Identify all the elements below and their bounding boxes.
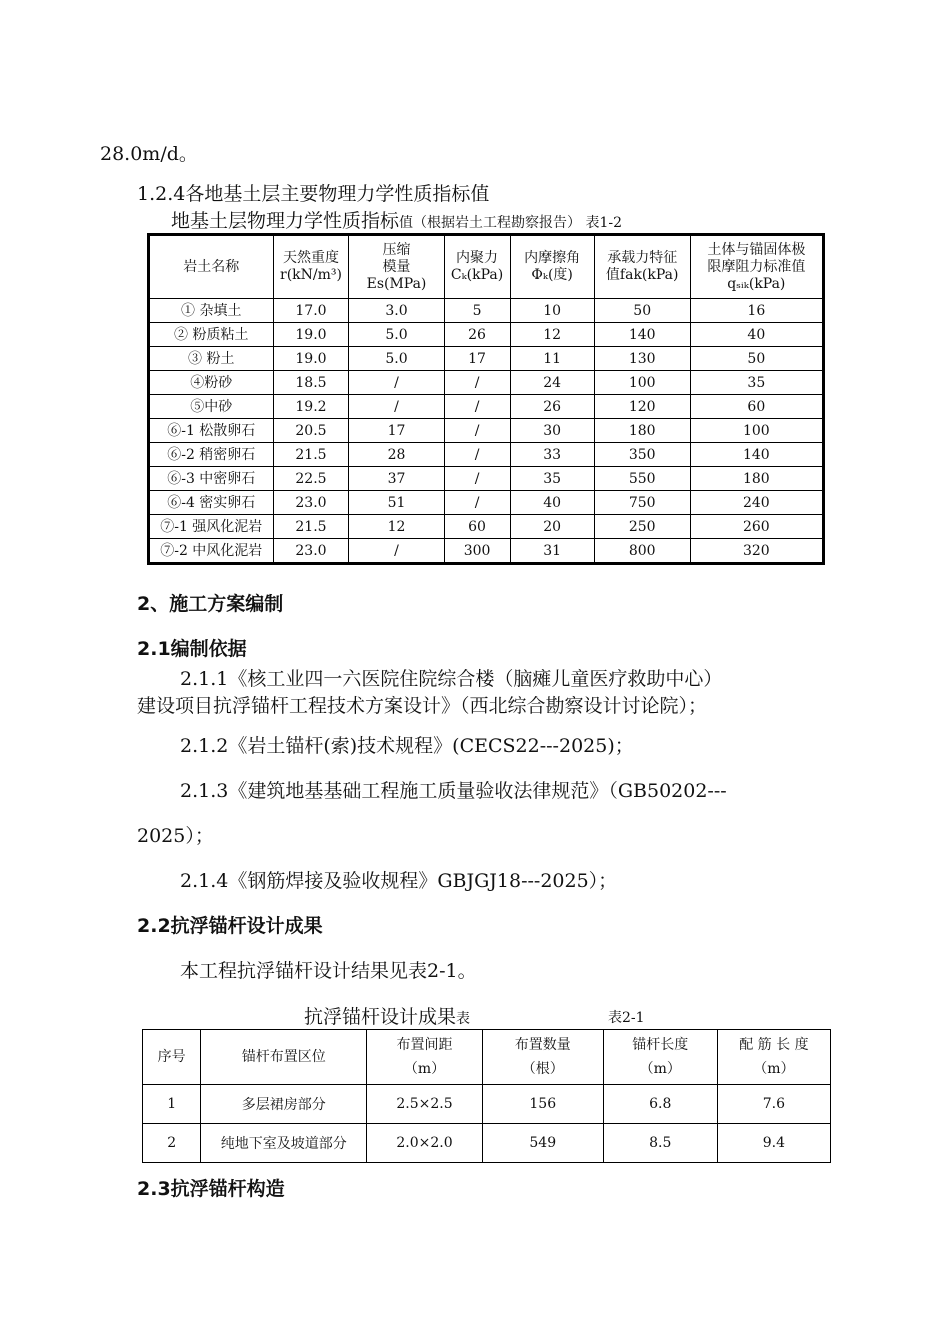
table-cell: 31	[510, 539, 594, 564]
table-cell: 50	[690, 347, 823, 371]
table-cell: 156	[482, 1085, 603, 1124]
table-row	[149, 395, 824, 419]
table-cell: 17	[444, 347, 510, 371]
table-row	[149, 371, 824, 395]
table-cell: 550	[594, 467, 690, 491]
table-cell: 240	[690, 491, 823, 515]
paragraph-line: 2.1.2《岩土锚杆(索)技术规程》(CECS22---2025)；	[180, 735, 634, 757]
table-cell: 51	[349, 491, 444, 515]
table-cell: /	[349, 395, 444, 419]
table-header-row	[143, 1030, 831, 1085]
table-cell: ⑥-4 密实卵石	[149, 491, 274, 515]
table-cell: ⑥-1 松散卵石	[149, 419, 274, 443]
table-row	[149, 515, 824, 539]
table-cell: 19.0	[273, 347, 349, 371]
table-cell: 12	[510, 323, 594, 347]
table-cell: 750	[594, 491, 690, 515]
table-cell: 21.5	[273, 515, 349, 539]
table-cell: 100	[690, 419, 823, 443]
column-header: 序号	[143, 1030, 201, 1085]
table-caption-2-1	[304, 1002, 470, 1029]
table-cell: 9.4	[717, 1124, 830, 1163]
table-cell: /	[349, 539, 444, 564]
table-cell: 800	[594, 539, 690, 564]
table-cell: 5.0	[349, 323, 444, 347]
table-cell: 300	[444, 539, 510, 564]
table-cell: ② 粉质粘土	[149, 323, 274, 347]
section-heading-1-2-4: 1.2.4各地基土层主要物理力学性质指标值	[137, 183, 490, 205]
table-cell: ① 杂填土	[149, 299, 274, 323]
caption-note: 值（根据岩土工程勘察报告） 表1-2	[399, 215, 623, 231]
table-cell: 549	[482, 1124, 603, 1163]
table-cell: 1	[143, 1085, 201, 1124]
table-row	[143, 1085, 831, 1124]
table-cell: /	[444, 419, 510, 443]
table-cell: ⑤中砂	[149, 395, 274, 419]
column-header: 布置数量 （根）	[482, 1030, 603, 1085]
table-cell: 11	[510, 347, 594, 371]
table-caption-1-2	[171, 206, 622, 233]
table-cell: 17	[349, 419, 444, 443]
table-cell: /	[444, 371, 510, 395]
table-cell: 320	[690, 539, 823, 564]
table-cell: ⑥-3 中密卵石	[149, 467, 274, 491]
paragraph-line: 2.1.4《钢筋焊接及验收规程》GBJGJ18---2025）；	[180, 870, 618, 892]
caption-main: 抗浮锚杆设计成果	[304, 1006, 457, 1028]
table-cell: 20	[510, 515, 594, 539]
table-cell: 18.5	[273, 371, 349, 395]
table-cell: /	[444, 491, 510, 515]
table-cell: 37	[349, 467, 444, 491]
table-cell: ⑦-1 强风化泥岩	[149, 515, 274, 539]
table-cell: 2.5×2.5	[367, 1085, 483, 1124]
table-cell: ⑥-2 稍密卵石	[149, 443, 274, 467]
table-row	[149, 491, 824, 515]
table-cell: /	[444, 395, 510, 419]
table-cell: 26	[444, 323, 510, 347]
table-cell: 24	[510, 371, 594, 395]
column-header: 承载力特征 值fak(kPa)	[594, 235, 690, 299]
table-cell: 180	[690, 467, 823, 491]
table-cell: 2	[143, 1124, 201, 1163]
table-row	[149, 323, 824, 347]
paragraph-line: 2.1.1《核工业四一六医院住院综合楼（脑瘫儿童医疗救助中心）	[180, 668, 723, 690]
table-cell: ⑦-2 中风化泥岩	[149, 539, 274, 564]
table-cell: 250	[594, 515, 690, 539]
table-cell: 350	[594, 443, 690, 467]
table-cell: 260	[690, 515, 823, 539]
table-cell: 纯地下室及坡道部分	[201, 1124, 367, 1163]
table-cell: 10	[510, 299, 594, 323]
anchor-design-table	[142, 1029, 831, 1163]
table-cell: 22.5	[273, 467, 349, 491]
table-cell: 33	[510, 443, 594, 467]
table-row	[149, 299, 824, 323]
column-header: 布置间距 （m）	[367, 1030, 483, 1085]
table-cell: 140	[594, 323, 690, 347]
table-cell: 20.5	[273, 419, 349, 443]
column-header: 内聚力 Cₖ(kPa)	[444, 235, 510, 299]
column-header: 土体与锚固体极 限摩阻力标准值 qₛᵢₖ(kPa)	[690, 235, 823, 299]
table-cell: 8.5	[603, 1124, 717, 1163]
table-cell: 5.0	[349, 347, 444, 371]
table-cell: /	[444, 467, 510, 491]
table-row	[149, 443, 824, 467]
table-cell: 多层裙房部分	[201, 1085, 367, 1124]
table-cell: 28	[349, 443, 444, 467]
table-cell: 130	[594, 347, 690, 371]
paragraph-line: 28.0m/d。	[100, 143, 198, 165]
table-cell: 180	[594, 419, 690, 443]
table-cell: 2.0×2.0	[367, 1124, 483, 1163]
table-row	[149, 347, 824, 371]
table-cell: 12	[349, 515, 444, 539]
soil-properties-table	[147, 233, 825, 565]
column-header: 配 筋 长 度 （m）	[717, 1030, 830, 1085]
table-cell: 7.6	[717, 1085, 830, 1124]
table-cell: 16	[690, 299, 823, 323]
table-cell: 21.5	[273, 443, 349, 467]
paragraph-line: 2025）；	[137, 825, 214, 847]
paragraph-line: 本工程抗浮锚杆设计结果见表2-1。	[180, 960, 477, 982]
section-heading-2-3: 2.3抗浮锚杆构造	[137, 1178, 285, 1200]
section-heading-2-1: 2.1编制依据	[137, 638, 247, 660]
table-cell: 120	[594, 395, 690, 419]
table-row	[149, 539, 824, 564]
column-header: 岩土名称	[149, 235, 274, 299]
table-row	[149, 419, 824, 443]
table-cell: 60	[444, 515, 510, 539]
table-row	[149, 467, 824, 491]
table-cell: 26	[510, 395, 594, 419]
table-cell: 50	[594, 299, 690, 323]
table-cell: 60	[690, 395, 823, 419]
caption-note: 表	[456, 1011, 471, 1027]
table-cell: 23.0	[273, 539, 349, 564]
table-cell: 5	[444, 299, 510, 323]
column-header: 锚杆长度 （m）	[603, 1030, 717, 1085]
table-cell: /	[444, 443, 510, 467]
table-row	[143, 1124, 831, 1163]
table-cell: 6.8	[603, 1085, 717, 1124]
table-cell: ④粉砂	[149, 371, 274, 395]
table-cell: 35	[690, 371, 823, 395]
table-header-row	[149, 235, 824, 299]
paragraph-line: 2.1.3《建筑地基基础工程施工质量验收法律规范》（GB50202---	[180, 780, 727, 802]
section-heading-2-2: 2.2抗浮锚杆设计成果	[137, 915, 323, 937]
table-cell: 19.2	[273, 395, 349, 419]
table-cell: ③ 粉土	[149, 347, 274, 371]
table-cell: 30	[510, 419, 594, 443]
table-cell: 35	[510, 467, 594, 491]
table-cell: 40	[690, 323, 823, 347]
column-header: 内摩擦角 Φₖ(度)	[510, 235, 594, 299]
table-cell: 17.0	[273, 299, 349, 323]
table-cell: 100	[594, 371, 690, 395]
table-number: 表2-1	[608, 1010, 645, 1026]
table-cell: /	[349, 371, 444, 395]
paragraph-line: 建设项目抗浮锚杆工程技术方案设计》（西北综合勘察设计讨论院）；	[137, 695, 708, 717]
caption-main: 地基土层物理力学性质指标	[171, 210, 400, 232]
table-cell: 3.0	[349, 299, 444, 323]
section-heading-2: 2、施工方案编制	[137, 593, 284, 615]
column-header: 天然重度 r(kN/m³)	[273, 235, 349, 299]
column-header: 压缩 模量 Es(MPa)	[349, 235, 444, 299]
table-cell: 140	[690, 443, 823, 467]
table-cell: 23.0	[273, 491, 349, 515]
table-cell: 19.0	[273, 323, 349, 347]
table-cell: 40	[510, 491, 594, 515]
column-header: 锚杆布置区位	[201, 1030, 367, 1085]
